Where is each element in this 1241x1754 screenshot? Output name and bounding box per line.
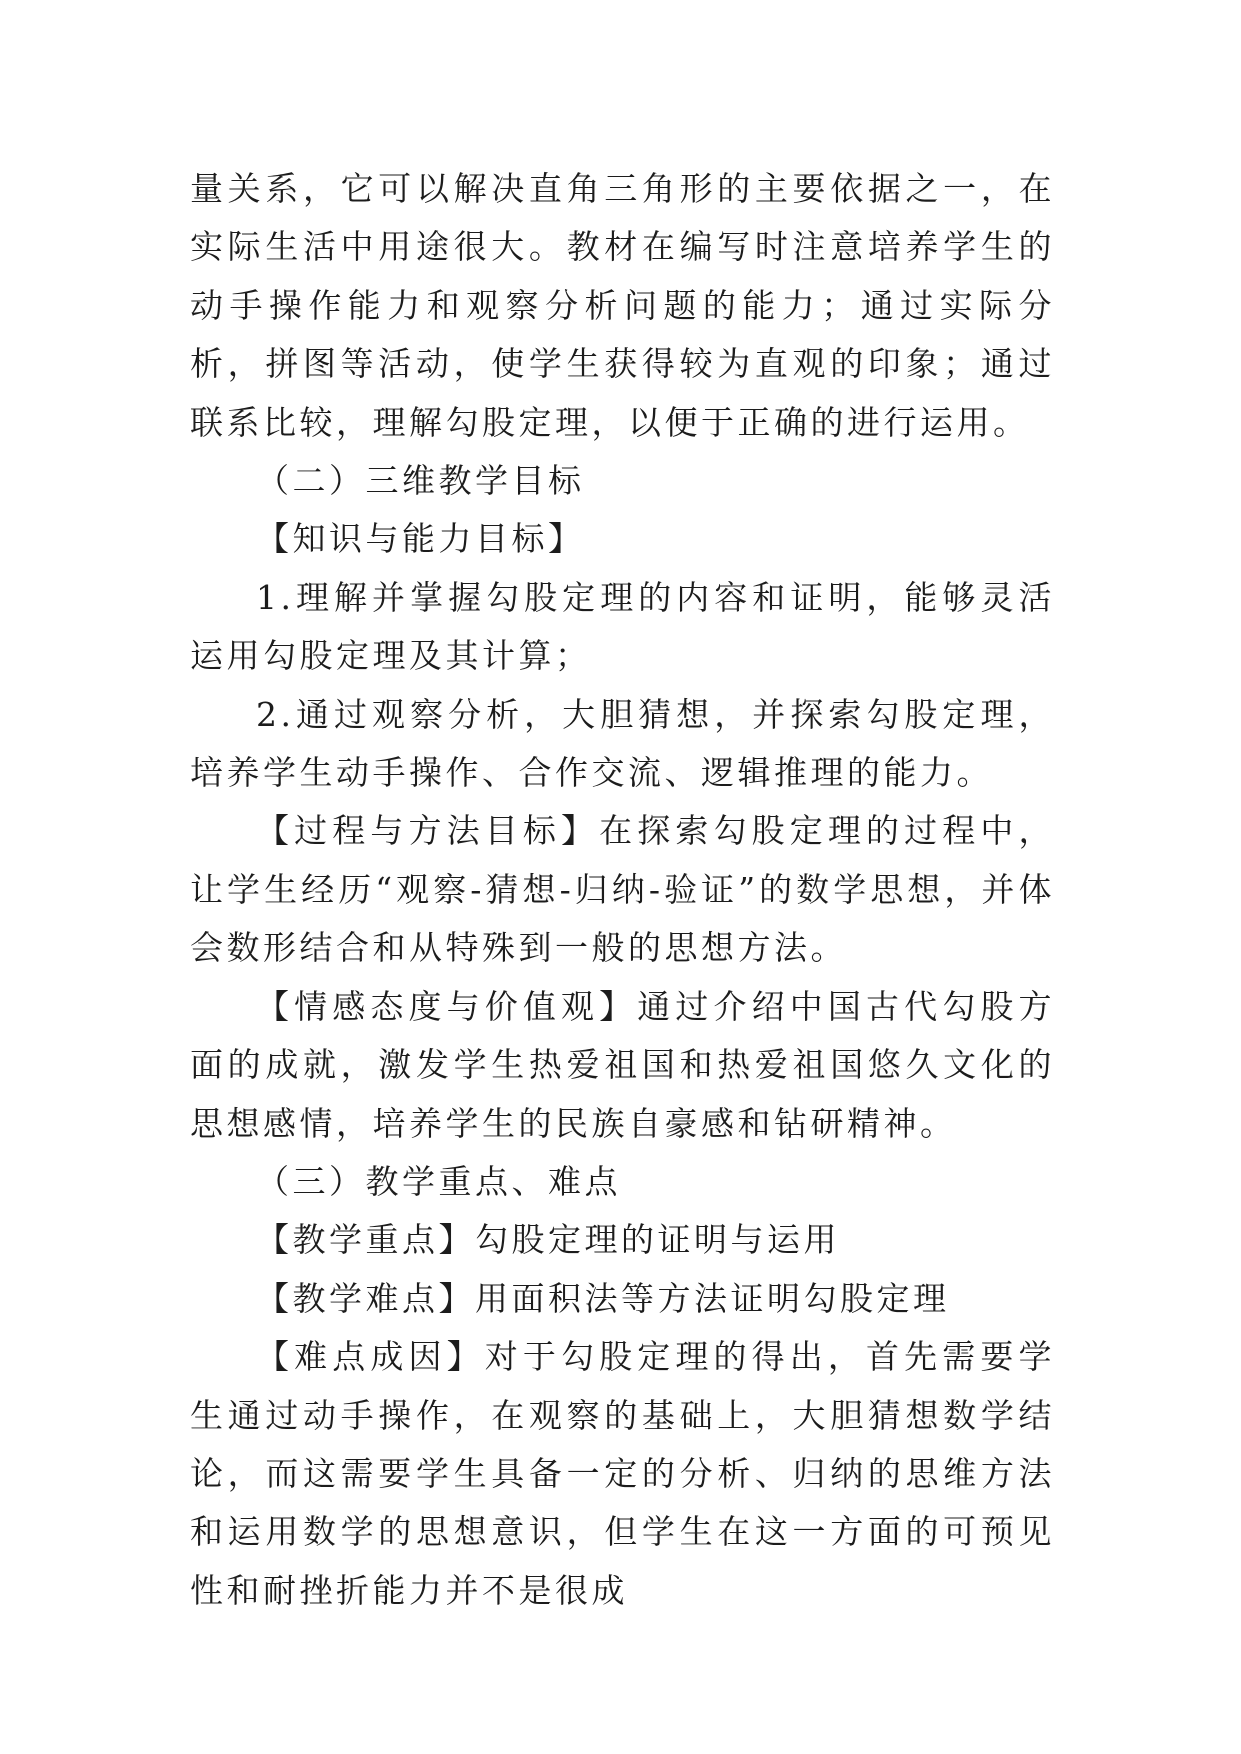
- subheading-knowledge-ability: 【知识与能力目标】: [256, 519, 585, 559]
- section-heading-objectives: （二）三维教学目标: [256, 461, 585, 501]
- paragraph-emotion-values: 【情感态度与价值观】通过介绍中国古代勾股方面的成就，激发学生热爱祖国和热爱祖国悠久文化的思想感情，培养学生的民族自豪感和钻研精神。: [190, 986, 1055, 1143]
- document-body: [190, 160, 1055, 1620]
- list-item-1: 1.理解并掌握勾股定理的内容和证明，能够灵活运用勾股定理及其计算；: [190, 577, 1055, 676]
- paragraph-process-method: 【过程与方法目标】在探索勾股定理的过程中，让学生经历“观察-猜想-归纳-验证”的数学思想，并体会数形结合和从特殊到一般的思想方法。: [190, 811, 1055, 968]
- paragraph-difficulty: 【教学难点】用面积法等方法证明勾股定理: [256, 1278, 950, 1318]
- section-heading-key-points: （三）教学重点、难点: [256, 1161, 621, 1201]
- paragraph-key-point: 【教学重点】勾股定理的证明与运用: [256, 1220, 840, 1260]
- paragraph-difficulty-cause: 【难点成因】对于勾股定理的得出，首先需要学生通过动手操作，在观察的基础上，大胆猜想数学结论，而这需要学生具备一定的分析、归纳的思维方法和运用数学的思想意识，但学生在这一方面的可预见性和耐挫折能力并不是很成: [190, 1337, 1055, 1610]
- paragraph-continuation: 量关系，它可以解决直角三角形的主要依据之一，在实际生活中用途很大。教材在编写时注意培养学生的动手操作能力和观察分析问题的能力；通过实际分析，拼图等活动，使学生获得较为直观的印象；通过联系比较，理解勾股定理，以便于正确的进行运用。: [190, 169, 1055, 442]
- list-item-2: 2.通过观察分析，大胆猜想，并探索勾股定理，培养学生动手操作、合作交流、逻辑推理的能力。: [190, 694, 1055, 793]
